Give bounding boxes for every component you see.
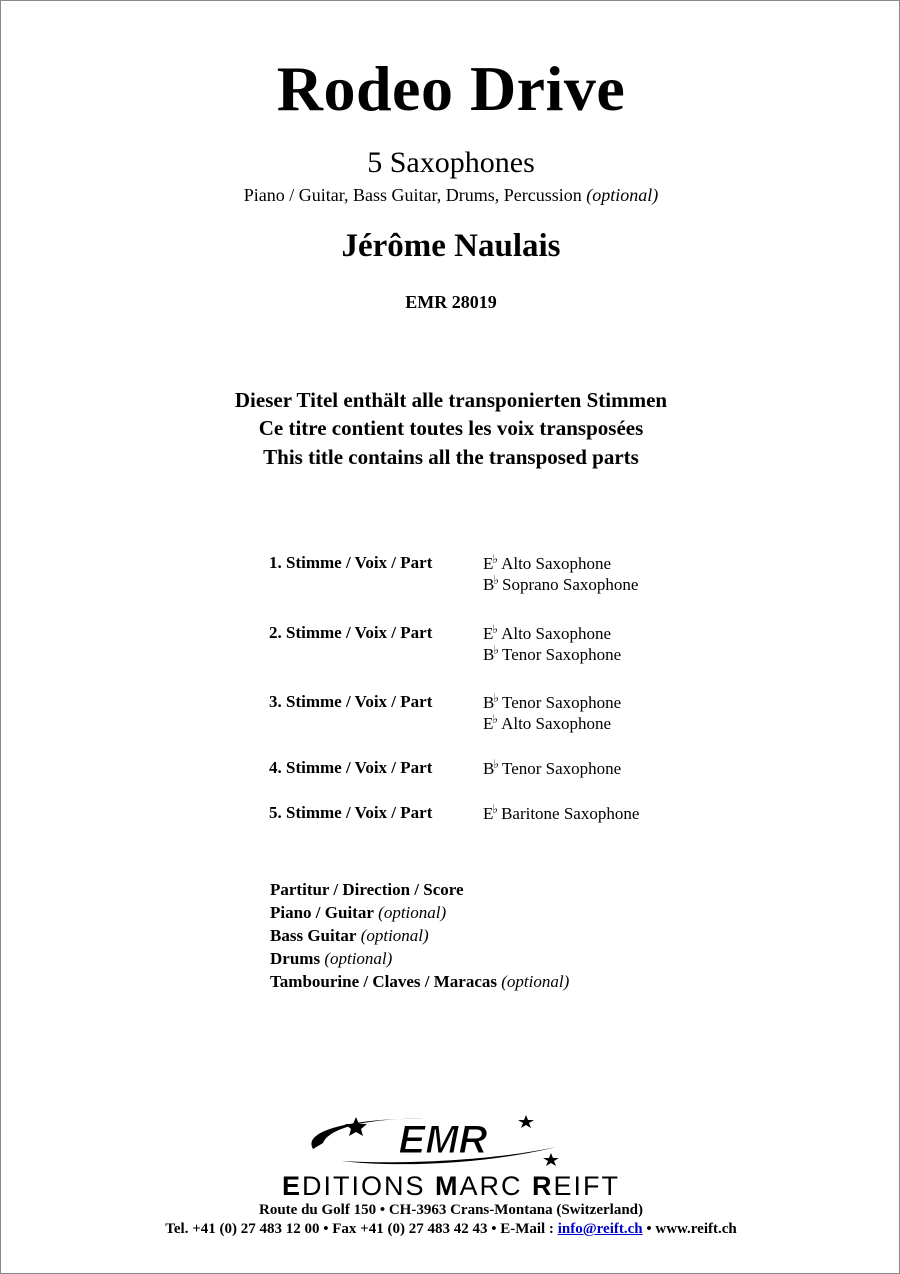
part-3-instruments [483,693,621,735]
flat-sign-icon: ♭ [493,757,500,771]
part-2-instruments [483,624,621,666]
ensemble-subtitle: 5 Saxophones [367,146,535,179]
extra-part-item: Drums (optional) [270,949,393,968]
composer-name: Jérôme Naulais [341,228,561,264]
instrument-line: B♭ Tenor Saxophone [483,757,622,778]
part-1-instruments [483,554,638,596]
piece-title: Rodeo Drive [276,53,626,124]
additional-parts-list [270,878,569,993]
instrument-line: E♭ Alto Saxophone [483,622,612,643]
part-4-instruments [483,759,621,780]
part-5-instruments [483,804,639,825]
part-5-label: 5. Stimme / Voix / Part [269,803,433,822]
instrumentation-line [1,184,900,206]
extra-part-item: Tambourine / Claves / Maracas (optional) [270,972,570,991]
instrument-line: E♭ Baritone Saxophone [483,802,640,823]
flat-sign-icon: ♭ [492,712,499,726]
publisher-brand: EDITIONS MARC REIFT [281,1171,621,1201]
catalog-number: EMR 28019 [405,292,497,312]
emr-logo-icon [301,1109,571,1169]
logo-text: EMR [398,1118,488,1162]
instrument-line: B♭ Soprano Saxophone [483,573,639,594]
extra-part-item: Piano / Guitar (optional) [270,903,447,922]
instrument-line: E♭ Alto Saxophone [483,552,612,573]
extra-part-item: Partitur / Direction / Score [270,880,464,899]
transposed-note-en: This title contains all the transposed parts [263,445,639,469]
flat-sign-icon: ♭ [492,552,499,566]
email-link[interactable]: info@reift.ch [557,1221,643,1237]
flat-sign-icon: ♭ [493,643,500,657]
instrumentation-optional: (optional) [586,185,659,205]
publisher-contact: Tel. +41 (0) 27 483 12 00 • Fax +41 (0) 27 483 42 43 • E-Mail : info@reift.ch • www.reift.ch [165,1221,737,1237]
instrumentation-text: Piano / Guitar, Bass Guitar, Drums, Percussion [243,185,582,205]
instrument-line: B♭ Tenor Saxophone [483,691,622,712]
flat-sign-icon: ♭ [492,622,499,636]
instrument-line: E♭ Alto Saxophone [483,712,612,733]
publisher-address: Route du Golf 150 • CH-3963 Crans-Montana (Switzerland) [259,1202,643,1218]
part-2-label: 2. Stimme / Voix / Part [269,623,433,642]
flat-sign-icon: ♭ [492,802,499,816]
flat-sign-icon: ♭ [493,691,500,705]
transposed-note-de: Dieser Titel enthält alle transponierten Stimmen [234,388,668,412]
part-4-label: 4. Stimme / Voix / Part [269,758,433,777]
flat-sign-icon: ♭ [493,573,500,587]
part-3-label: 3. Stimme / Voix / Part [269,692,433,711]
part-1-label: 1. Stimme / Voix / Part [269,553,433,572]
transposed-note-fr: Ce titre contient toutes les voix transposées [258,416,644,440]
extra-part-item: Bass Guitar (optional) [270,926,429,945]
instrument-line: B♭ Tenor Saxophone [483,643,622,664]
